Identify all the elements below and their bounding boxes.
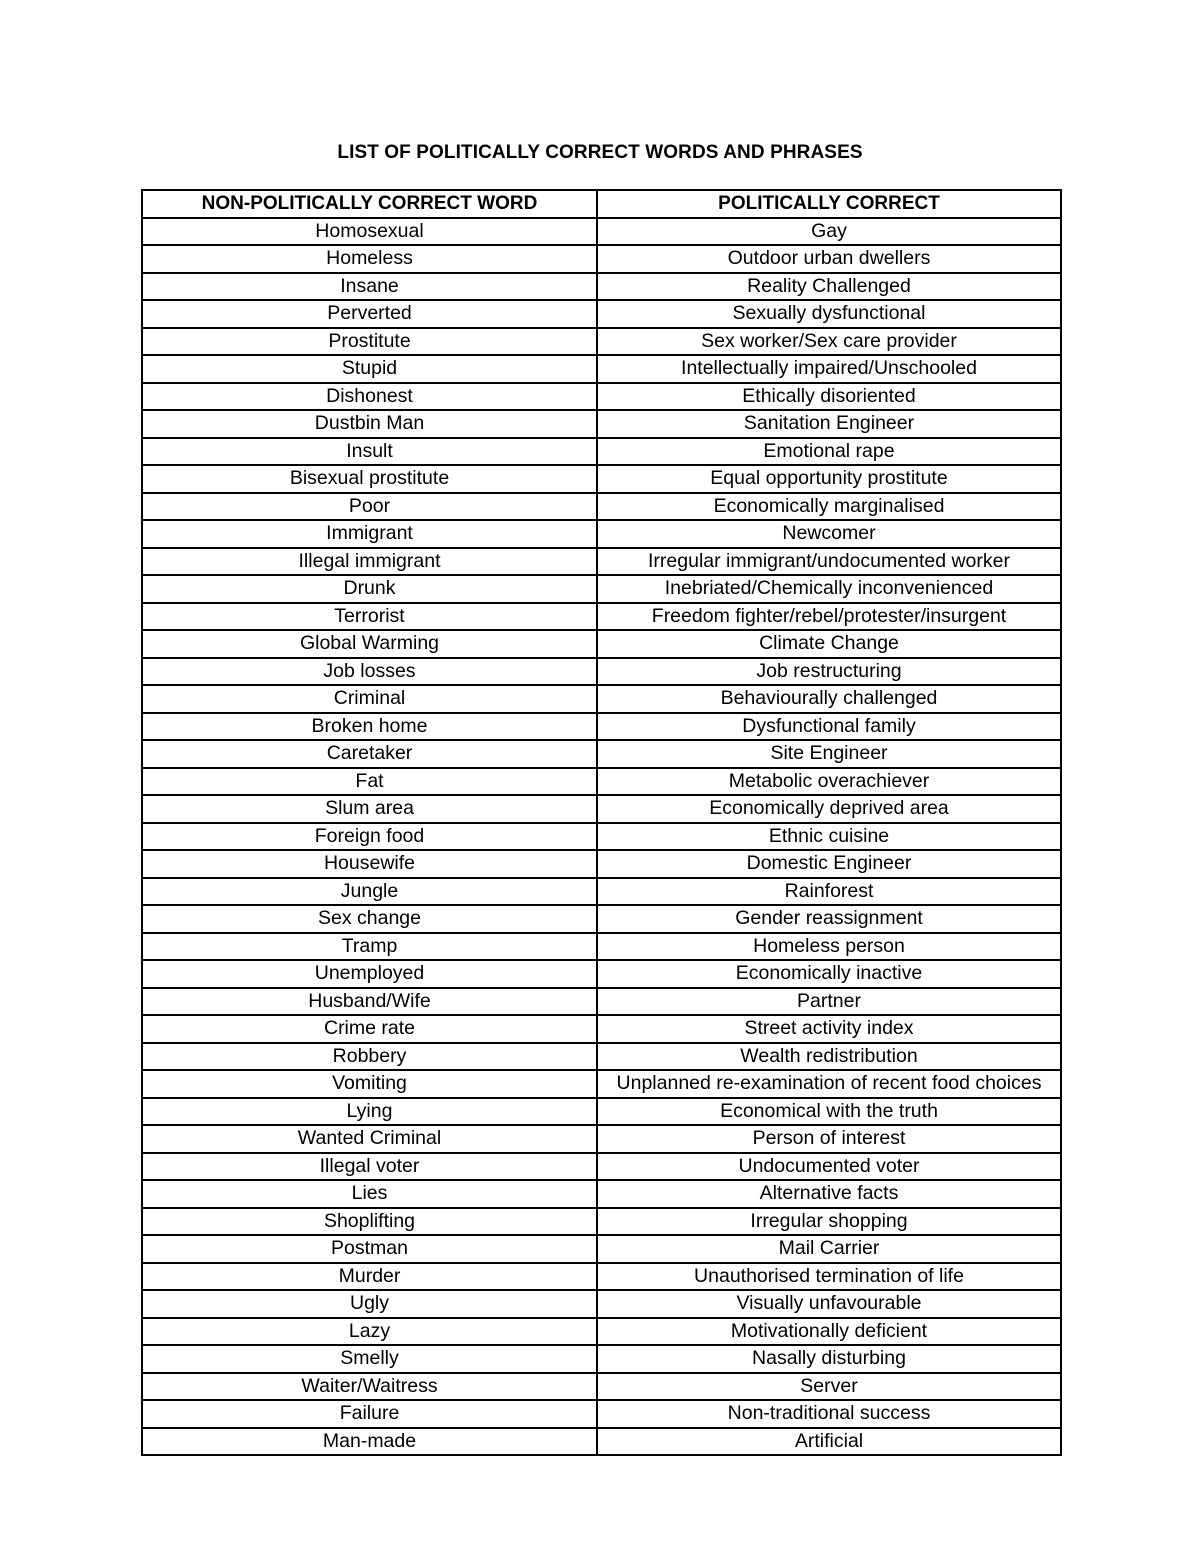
pc-term-cell: Unauthorised termination of life [597,1263,1061,1291]
table-row [142,1180,1061,1208]
pc-term-cell: Motivationally deficient [597,1318,1061,1346]
pc-term-cell: Emotional rape [597,438,1061,466]
table-row [142,630,1061,658]
pc-term-cell: Gender reassignment [597,905,1061,933]
table-row [142,1208,1061,1236]
table-row [142,878,1061,906]
non-pc-term-cell: Insult [142,438,597,466]
table-row [142,438,1061,466]
pc-term-cell: Outdoor urban dwellers [597,245,1061,273]
table-row [142,905,1061,933]
non-pc-term-cell: Failure [142,1400,597,1428]
non-pc-term-cell: Drunk [142,575,597,603]
table-row [142,218,1061,246]
table-row [142,1373,1061,1401]
non-pc-term-cell: Prostitute [142,328,597,356]
table-row [142,603,1061,631]
table-row [142,1098,1061,1126]
table-row [142,383,1061,411]
non-pc-term-cell: Insane [142,273,597,301]
table-row [142,465,1061,493]
pc-term-cell: Freedom fighter/rebel/protester/insurgent [597,603,1061,631]
table-row [142,1345,1061,1373]
table-row [142,245,1061,273]
pc-term-cell: Unplanned re-examination of recent food choices [597,1070,1061,1098]
table-row [142,960,1061,988]
non-pc-term-cell: Dustbin Man [142,410,597,438]
non-pc-term-cell: Broken home [142,713,597,741]
pc-term-cell: Person of interest [597,1125,1061,1153]
non-pc-term-cell: Lying [142,1098,597,1126]
pc-term-cell: Economically deprived area [597,795,1061,823]
non-pc-term-cell: Poor [142,493,597,521]
pc-term-cell: Metabolic overachiever [597,768,1061,796]
table-row [142,768,1061,796]
table-header-row [142,190,1061,218]
pc-term-cell: Homeless person [597,933,1061,961]
table-body [142,218,1061,1456]
non-pc-term-cell: Sex change [142,905,597,933]
pc-term-cell: Non-traditional success [597,1400,1061,1428]
table-row [142,823,1061,851]
table-row [142,1015,1061,1043]
non-pc-term-cell: Foreign food [142,823,597,851]
table-row [142,1235,1061,1263]
non-pc-term-cell: Dishonest [142,383,597,411]
non-pc-term-cell: Terrorist [142,603,597,631]
non-pc-term-cell: Postman [142,1235,597,1263]
non-pc-term-cell: Caretaker [142,740,597,768]
table-row [142,658,1061,686]
pc-term-cell: Economically marginalised [597,493,1061,521]
pc-term-cell: Economical with the truth [597,1098,1061,1126]
non-pc-term-cell: Waiter/Waitress [142,1373,597,1401]
pc-term-cell: Equal opportunity prostitute [597,465,1061,493]
non-pc-term-cell: Lies [142,1180,597,1208]
terms-table [141,189,1062,1456]
pc-term-cell: Irregular shopping [597,1208,1061,1236]
pc-term-cell: Street activity index [597,1015,1061,1043]
table-row [142,273,1061,301]
non-pc-term-cell: Vomiting [142,1070,597,1098]
pc-term-cell: Artificial [597,1428,1061,1456]
non-pc-term-cell: Global Warming [142,630,597,658]
non-pc-term-cell: Slum area [142,795,597,823]
non-pc-term-cell: Man-made [142,1428,597,1456]
table-row [142,328,1061,356]
page-title: LIST OF POLITICALLY CORRECT WORDS AND PHRASES [337,142,863,163]
pc-term-cell: Server [597,1373,1061,1401]
table-row [142,548,1061,576]
table-row [142,300,1061,328]
non-pc-term-cell: Unemployed [142,960,597,988]
pc-term-cell: Visually unfavourable [597,1290,1061,1318]
table-row [142,713,1061,741]
non-pc-term-cell: Perverted [142,300,597,328]
table-row [142,933,1061,961]
table-row [142,795,1061,823]
non-pc-term-cell: Murder [142,1263,597,1291]
pc-term-cell: Behaviourally challenged [597,685,1061,713]
pc-term-cell: Ethically disoriented [597,383,1061,411]
pc-term-cell: Reality Challenged [597,273,1061,301]
pc-term-cell: Partner [597,988,1061,1016]
non-pc-term-cell: Ugly [142,1290,597,1318]
non-pc-term-cell: Husband/Wife [142,988,597,1016]
non-pc-term-cell: Tramp [142,933,597,961]
table-row [142,1318,1061,1346]
pc-term-cell: Sanitation Engineer [597,410,1061,438]
non-pc-term-cell: Jungle [142,878,597,906]
table-row [142,1153,1061,1181]
pc-term-cell: Nasally disturbing [597,1345,1061,1373]
pc-term-cell: Ethnic cuisine [597,823,1061,851]
non-pc-term-cell: Bisexual prostitute [142,465,597,493]
table-row [142,1290,1061,1318]
pc-term-cell: Climate Change [597,630,1061,658]
pc-term-cell: Inebriated/Chemically inconvenienced [597,575,1061,603]
non-pc-term-cell: Job losses [142,658,597,686]
table-row [142,1400,1061,1428]
non-pc-term-cell: Wanted Criminal [142,1125,597,1153]
non-pc-term-cell: Shoplifting [142,1208,597,1236]
pc-term-cell: Irregular immigrant/undocumented worker [597,548,1061,576]
pc-term-cell: Site Engineer [597,740,1061,768]
table-row [142,1070,1061,1098]
table-row [142,575,1061,603]
table-row [142,1125,1061,1153]
pc-term-cell: Alternative facts [597,1180,1061,1208]
pc-term-cell: Wealth redistribution [597,1043,1061,1071]
table-row [142,1043,1061,1071]
table-row [142,493,1061,521]
table-row [142,1428,1061,1456]
non-pc-term-cell: Stupid [142,355,597,383]
pc-term-cell: Undocumented voter [597,1153,1061,1181]
non-pc-term-cell: Homeless [142,245,597,273]
non-pc-term-cell: Crime rate [142,1015,597,1043]
pc-term-cell: Intellectually impaired/Unschooled [597,355,1061,383]
pc-term-cell: Mail Carrier [597,1235,1061,1263]
table-row [142,850,1061,878]
pc-term-cell: Domestic Engineer [597,850,1061,878]
non-pc-term-cell: Illegal voter [142,1153,597,1181]
non-pc-term-cell: Homosexual [142,218,597,246]
header-pc: POLITICALLY CORRECT [597,190,1061,218]
non-pc-term-cell: Lazy [142,1318,597,1346]
pc-term-cell: Dysfunctional family [597,713,1061,741]
pc-term-cell: Economically inactive [597,960,1061,988]
non-pc-term-cell: Immigrant [142,520,597,548]
non-pc-term-cell: Fat [142,768,597,796]
pc-term-cell: Job restructuring [597,658,1061,686]
table-row [142,520,1061,548]
non-pc-term-cell: Housewife [142,850,597,878]
header-non-pc: NON-POLITICALLY CORRECT WORD [142,190,597,218]
table-row [142,988,1061,1016]
pc-term-cell: Gay [597,218,1061,246]
pc-term-cell: Newcomer [597,520,1061,548]
table-row [142,410,1061,438]
pc-term-cell: Sex worker/Sex care provider [597,328,1061,356]
non-pc-term-cell: Illegal immigrant [142,548,597,576]
non-pc-term-cell: Criminal [142,685,597,713]
non-pc-term-cell: Robbery [142,1043,597,1071]
pc-term-cell: Sexually dysfunctional [597,300,1061,328]
table-row [142,355,1061,383]
non-pc-term-cell: Smelly [142,1345,597,1373]
table-row [142,685,1061,713]
pc-term-cell: Rainforest [597,878,1061,906]
table-row [142,1263,1061,1291]
table-row [142,740,1061,768]
